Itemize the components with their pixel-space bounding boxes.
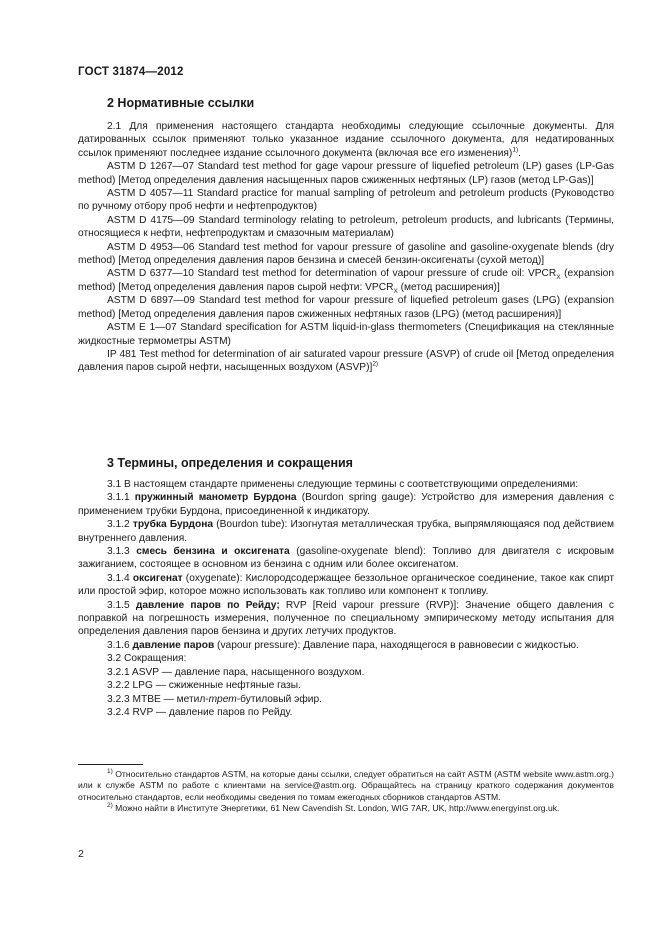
term-name: пружинный манометр Бурдона xyxy=(134,492,297,504)
footnotes xyxy=(78,769,614,815)
ref-astm-d4057: ASTM D 4057—11 Standard practice for manual sampling of petroleum and petroleum products (Руководство по ручному отбору проб нефти и нефтепродуктов) xyxy=(78,188,614,213)
term-number: 3.1.3 xyxy=(107,546,137,558)
ref-astm-d1267: ASTM D 1267—07 Standard test method for gage vapour pressure of liquefied petroleum (LP) gases (LP-Gas method) [Метод определения давления насыщенных паров сжиженных нефтяных (LP) газов (метод LP-Gas)] xyxy=(78,161,614,186)
term-number: 3.1.4 xyxy=(107,572,133,584)
term-3-1-3 xyxy=(78,545,614,572)
term-number: 3.1.2 xyxy=(107,519,133,531)
intro-end: . xyxy=(518,147,521,159)
term-definition: (vapour pressure): Давление пара, находящегося в равновесии с жидкостью. xyxy=(214,639,579,651)
abbr-mtbe-b: -бутиловый эфир. xyxy=(236,693,322,705)
ref-astm-d6897: ASTM D 6897—09 Standard test method for vapour pressure of liquefied petroleum gases (LPG) (expansion method) [Метод определения давления паров сжиженных нефтяных газов (LPG) (метод расширения)] xyxy=(78,295,614,320)
footnote-1-mark: 1) xyxy=(107,768,113,776)
section-2-body xyxy=(78,120,614,375)
abbr-lpg: 3.2.2 LPG — сжиженные нефтяные газы. xyxy=(107,680,301,692)
abbr-mtbe-a: 3.2.3 МТВЕ — метил- xyxy=(107,693,209,705)
ref-d6377-part-a: ASTM D 6377—10 Standard test method for determination of vapour pressure of crude oil: VPCR xyxy=(107,268,557,280)
footnote-ref-1: 1) xyxy=(512,146,519,154)
term-definition: (oxygenate): Кислородсодержащее беззольное органическое соединение, такое как спирт или простой эфир, которое можно использовать как топливо или компонент к топливу. xyxy=(78,572,614,598)
term-number: 3.1.5 xyxy=(107,599,136,611)
footnote-1 xyxy=(78,769,614,803)
terms-intro: 3.1 В настоящем стандарте применены следующие термины с соответствующими определениями: xyxy=(107,479,579,490)
footnote-divider xyxy=(78,764,143,765)
term-name: смесь бензина и оксигената xyxy=(136,546,290,558)
term-name: трубка Бурдона xyxy=(132,519,214,531)
footnote-2 xyxy=(78,803,614,814)
intro-paragraph xyxy=(78,120,614,160)
abbr-mtbe xyxy=(78,693,614,706)
ref-ip-481 xyxy=(78,348,614,375)
section-3-body xyxy=(78,478,614,719)
abbr-mtbe-italic: трет xyxy=(208,693,237,705)
term-name: оксигенат xyxy=(132,572,183,584)
term-3-1-4 xyxy=(78,572,614,599)
footnote-1-text: Относительно стандартов ASTM, на которые даны ссылки, следует обратиться на сайт ASTM (ASTM website www.astm.org.) или к службе ASTM по работе с клиентами на service@astm.org. Обращайтесь на страницу краткого содержания документов относительно стандартов, если необходимы сведения по томам ежегодных сборников стандартов ASTM. xyxy=(78,769,614,802)
ref-astm-d6377 xyxy=(78,267,614,294)
abbr-rvp: 3.2.4 RVP — давление паров по Рейду. xyxy=(107,706,293,718)
abbreviations-title: 3.2 Сокращения: xyxy=(107,653,187,665)
term-definition: (Bourdon spring gauge): Устройство для измерения давления с применением трубки Бурдона, присоединенной к индикатору. xyxy=(78,492,615,517)
footnote-2-text: Можно найти в Институте Энергетики, 61 New Cavendish St. London, WIG 7AR, UK, http://www.energyinst.org.uk. xyxy=(112,803,560,814)
standard-header: ГОСТ 31874—2012 xyxy=(78,66,184,78)
intro-text: 2.1 Для применения настоящего стандарта необходимы следующие ссылочные документы. Для датированных ссылок применяют только указанное издание ссылочного документа, для недатированных ссылок применяют последнее издание ссылочного документа (включая все его изменения) xyxy=(78,121,614,159)
section-3-title: 3 Термины, определения и сокращения xyxy=(107,456,353,470)
term-definition: (gasoline-oxygenate blend): Топливо для двигателя с искровым зажиганием, состоящее в основном из бензина с одним или более оксигенатом. xyxy=(78,546,614,571)
subscript-x: X xyxy=(556,274,561,282)
term-3-1-5 xyxy=(78,599,614,639)
footnote-2-mark: 2) xyxy=(107,802,113,810)
term-3-1-2 xyxy=(78,518,614,545)
term-name: давление паров xyxy=(132,639,215,651)
ref-d6377-part-b: (expansion method) [Метод определения давления паров сырой нефти: VPCR xyxy=(78,268,614,293)
term-definition: RVP [Reid vapour pressure (RVP)]: Значение общего давления с поправкой на погрешность измерения, полученное по специальному эмпирическому методу испытания для определения давления паров бензина и других летучих продуктов. xyxy=(78,599,614,638)
ref-astm-d4953: ASTM D 4953—06 Standard test method for vapour pressure of gasoline and gasoline-oxygenate blends (dry method) [Метод определения давления паров бензина и смесей бензин-оксигенаты (сухой метод)] xyxy=(78,241,614,267)
footnote-ref-2: 2) xyxy=(372,360,379,368)
term-number: 3.1.6 xyxy=(107,639,133,651)
ref-astm-e1: ASTM E 1—07 Standard specification for ASTM liquid-in-glass thermometers (Спецификация на стеклянные жидкостные термометры ASTM) xyxy=(78,322,614,347)
ref-astm-d4175: ASTM D 4175—09 Standard terminology relating to petroleum, petroleum products, and lubricants (Термины, относящиеся к нефти, нефтепродуктам и смазочным материалам) xyxy=(78,214,614,240)
section-2-title: 2 Нормативные ссылки xyxy=(107,96,255,110)
term-3-1-6 xyxy=(78,639,614,652)
term-definition: (Bourdon tube): Изогнутая металлическая трубка, выпрямляющаяся под действием внутреннего давления. xyxy=(78,519,614,544)
term-number: 3.1.1 xyxy=(107,492,135,504)
subscript-x: X xyxy=(393,287,398,295)
term-name: давление паров по Рейду; xyxy=(135,599,280,611)
page-number: 2 xyxy=(78,848,84,860)
abbr-asvp: 3.2.1 ASVP — давление пара, насыщенного воздухом. xyxy=(107,666,365,678)
ref-d6377-part-c: (метод расширения)] xyxy=(397,281,500,293)
term-3-1-1 xyxy=(78,491,614,518)
ref-ip481-text: IP 481 Test method for determination of air saturated vapour pressure (ASVP) of crude oil [Метод определения давления паров сырой нефти, насыщенных воздухом (ASVP)] xyxy=(78,348,614,374)
